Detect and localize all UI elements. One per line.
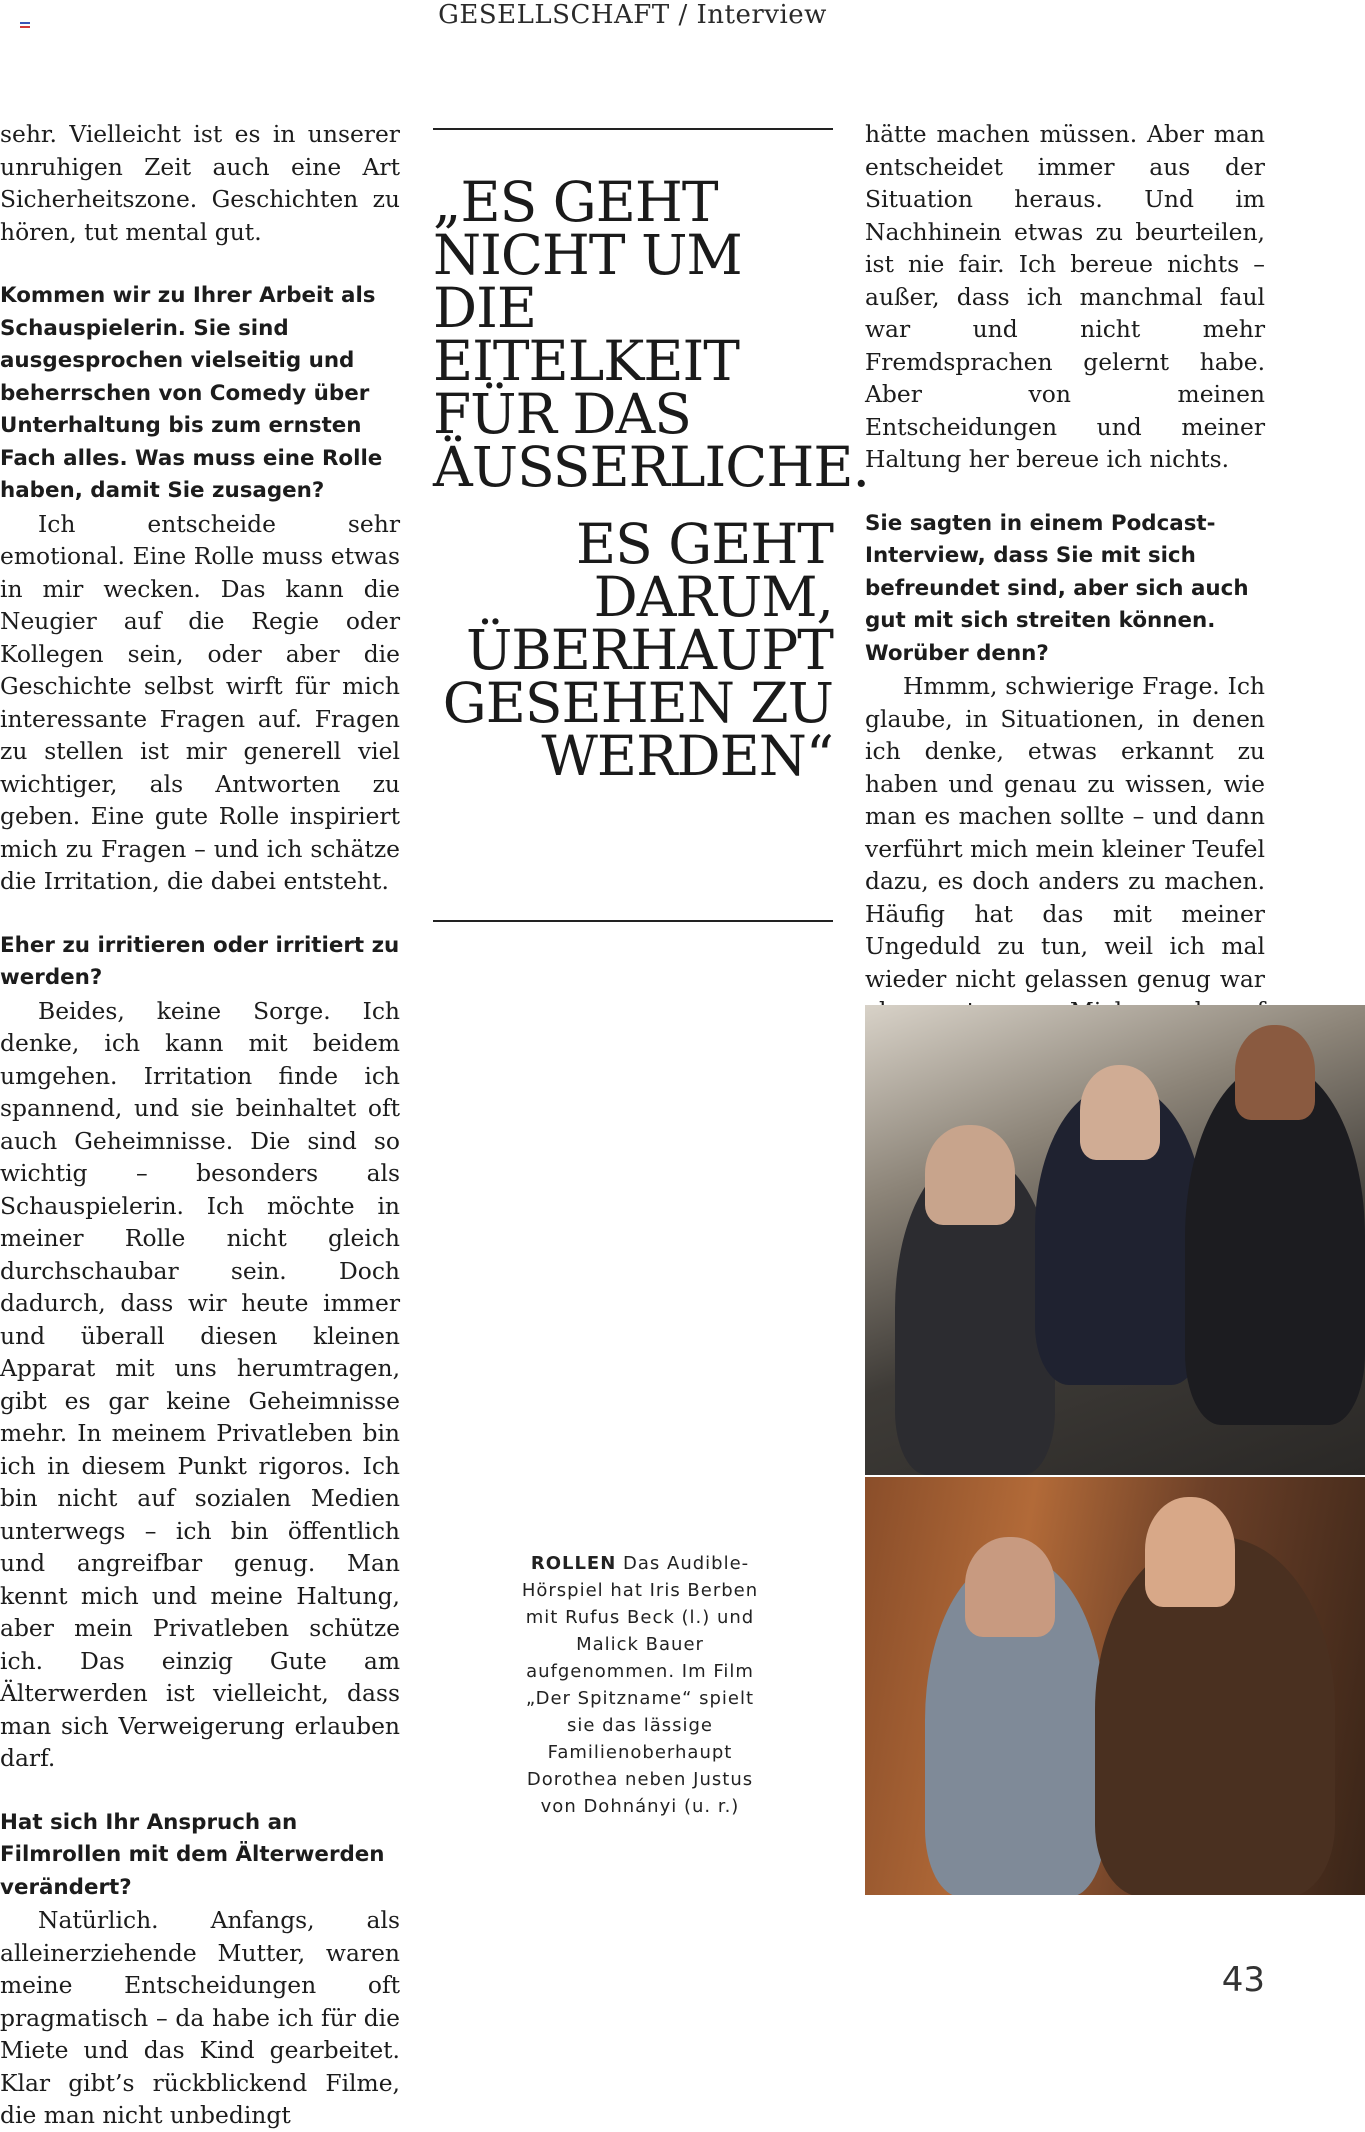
caption-text: Das Audible-Hörspiel hat Iris Berben mit Rufus Beck (l.) und Malick Bauer aufgenommen. Im Film „Der Spitzname“ spielt sie das lässige Familienoberhaupt Dorothea neben Justus von Dohnányi (u. r.) [521,1553,759,1817]
section-title: GESELLSCHAFT / Interview [438,0,827,30]
interview-answer: Ich entscheide sehr emotional. Eine Rolle muss etwas in mir wecken. Das kann die Neugier auf die Regie oder Kollegen sein, oder aber die Geschichte selbst wirft für mich interessante Fragen auf. Fragen zu stellen ist mir generell viel wichtiger, als Antworten zu geben. Eine gute Rolle inspiriert mich zu Fragen – und ich schätze die Irritation, die dabei entsteht. [0,509,400,895]
page-number: 43 [1221,1960,1265,2000]
interview-question: Kommen wir zu Ihrer Arbeit als Schauspielerin. Sie sind ausgesprochen vielseitig und beherrschen von Comedy über Unterhaltung bis zum ernsten Fach alles. Was muss eine Rolle haben, damit Sie zusagen? [0,283,383,503]
quote-rule-top [433,128,833,130]
photo-face [1080,1065,1160,1160]
photo-face [925,1125,1015,1225]
caption-label: ROLLEN [530,1553,617,1574]
pull-quote-part-1: „ES GEHT NICHT UM DIE EITELKEIT FÜR DAS ÄUSSERLICHE. [433,170,869,499]
interview-answer: Beides, keine Sorge. Ich denke, ich kann mit beidem umgehen. Irritation finde ich spannend, und sie beinhaltet oft auch Geheimnisse. Die sind so wichtig – besonders als Schauspielerin. Ich möchte in meiner Rolle nicht gleich durchschaubar sein. Doch dadurch, dass wir heute immer und überall diesen kleinen Apparat mit uns herumtragen, gibt es gar keine Geheimnisse mehr. In meinem Privatleben bin ich in diesem Punkt rigoros. Ich bin nicht auf sozialen Medien unterwegs – ich bin öffentlich und angreifbar genug. Man kennt mich und meine Haltung, aber mein Privatleben schütze ich. Das einzig Gute am Älterwerden ist vielleicht, dass man sich Verweigerung erlauben darf. [0,996,400,1772]
interview-question: Hat sich Ihr Anspruch an Filmrollen mit dem Älterwerden verändert? [0,1809,385,1900]
photo-cast-group [865,1005,1365,1475]
interview-answer: Natürlich. Anfangs, als alleinerziehende Mutter, waren meine Entscheidungen oft pragmatisch – da habe ich für die Miete und das Kind gearbeitet. Klar gibt’s rückblickend Filme, die man nicht unbedingt [0,1906,400,2129]
interview-answer [865,670,1265,1060]
page-header [0,0,1365,40]
answer-text: Hmmm, schwierige Frage. Ich glaube, in Situationen, in denen ich denke, etwas erkannt zu haben und genau zu wissen, wie man es machen sollte – und dann verführt mich mein kleiner Teufel dazu, es doch anders zu machen. Häufig hat das mit meiner Ungeduld zu tun, weil ich mal wieder nicht gelassen genug war [865,672,1265,993]
paragraph: sehr. Vielleicht ist es in unserer unruhigen Zeit auch eine Art Sicherheitszone. Geschichten zu hören, tut mental gut. [0,120,400,246]
article-column-right [865,118,1265,1060]
quote-rule-bottom [433,920,833,922]
photo-face [965,1537,1055,1637]
pull-quote-part-2: ES GEHT DARUM, ÜBERHAUPT GESEHEN ZU WERDEN“ [442,512,833,788]
photo-face [1235,1025,1315,1120]
interview-question: Eher zu irritieren oder irritiert zu werden? [0,932,400,990]
photo-caption [520,1550,760,1820]
photo-face [1145,1497,1235,1607]
paragraph: hätte machen müssen. Aber man entscheidet immer aus der Situation heraus. Und im Nachhinein etwas zu beurteilen, ist nie fair. Ich bereue nichts – außer, dass ich manchmal faul war und nicht mehr Fremdsprachen gelernt habe. Aber von meinen Entscheidungen und meiner Haltung her bereue ich nichts. [865,120,1265,473]
photo-film-scene [865,1477,1365,1895]
interview-question: Sie sagten in einem Podcast-Interview, dass Sie mit sich befreundet sind, aber sich auch gut mit sich streiten können. Worüber denn? [865,510,1249,666]
article-column-left [0,118,400,2132]
